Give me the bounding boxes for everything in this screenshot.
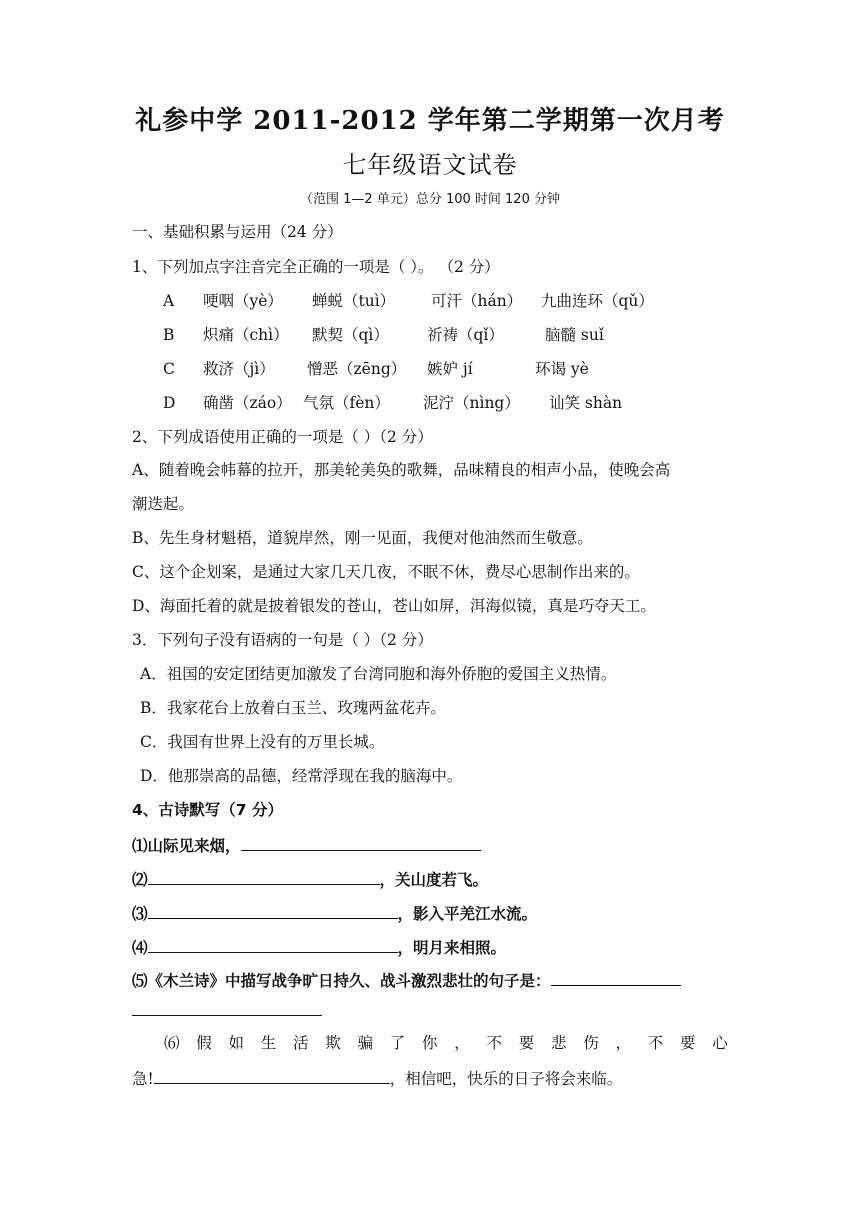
- answer-blank[interactable]: [148, 868, 380, 885]
- answer-blank[interactable]: [148, 902, 398, 919]
- option-word: 可汗（hán）: [431, 292, 523, 310]
- question-2-option-c: C、这个企划案，是通过大家几天几夜，不眠不休，费尽心思制作出来的。: [132, 563, 640, 581]
- question-3-option-d: D．他那崇高的品德，经常浮现在我的脑海中。: [140, 767, 463, 785]
- option-word: 讪笑 shàn: [549, 394, 623, 412]
- poem-line-text: ⑴山际见来烟，: [132, 837, 241, 855]
- question-2-option-d: D、海面托着的就是披着银发的苍山，苍山如屏，洱海似镜，真是巧夺天工。: [132, 597, 656, 615]
- poem-char: 要: [680, 1034, 696, 1052]
- poem-char: 心: [712, 1034, 728, 1052]
- poem-line-text: ，相信吧，快乐的日子将会来临。: [389, 1070, 623, 1088]
- question-2-option-a: A、随着晚会帏幕的拉开，那美轮美奂的歌舞，品味精良的相声小品，使晚会高: [132, 461, 671, 479]
- poem-char: 如: [228, 1034, 245, 1052]
- option-word: 默契（qì）: [312, 326, 389, 344]
- poem-line-text: ⑸《木兰诗》中描写战争旷日持久、战斗激烈悲壮的句子是：: [132, 972, 551, 990]
- question-2-option-b: B、先生身材魁梧，道貌岸然，刚一见面，我便对他油然而生敬意。: [132, 529, 593, 547]
- option-word: 嫉妒 jí: [427, 360, 473, 378]
- poem-char: 活: [293, 1034, 309, 1052]
- option-word: 气氛（fèn）: [303, 394, 390, 412]
- poem-line-text: ，影入平羌江水流。: [397, 905, 538, 923]
- option-word: 憎恶（zēng）: [307, 360, 407, 378]
- option-letter: C: [163, 360, 175, 378]
- answer-blank[interactable]: [154, 1067, 390, 1084]
- poem-line-text: 急!: [132, 1070, 154, 1088]
- option-word: 九曲连环（qǔ）: [541, 292, 654, 310]
- option-letter: B: [163, 326, 175, 344]
- poem-line-3: [132, 902, 537, 924]
- question-3-option-c: C．我国有世界上没有的万里长城。: [140, 733, 385, 751]
- question-3-option-a: A．祖国的安定团结更加激发了台湾同胞和海外侨胞的爱国主义热情。: [140, 665, 617, 683]
- poem-char: 伤: [583, 1034, 599, 1052]
- poem-line-number: ⑶: [132, 905, 148, 923]
- option-word: 确凿（záo）: [203, 394, 292, 412]
- option-word: 救济（jì）: [203, 360, 275, 378]
- answer-blank[interactable]: [148, 936, 398, 953]
- poem-line-text: ，明月来相照。: [397, 939, 507, 957]
- poem-char: ⑹: [164, 1034, 180, 1052]
- poem-line-5: [132, 969, 681, 991]
- poem-char: 不: [647, 1034, 664, 1052]
- option-word: 环谒 yè: [535, 360, 589, 378]
- question-3-stem: 3．下列句子没有语病的一句是（ ）（2 分）: [132, 631, 433, 649]
- option-letter: D: [163, 394, 176, 412]
- poem-line-2: [132, 868, 488, 890]
- poem-line-4: [132, 936, 506, 958]
- section-heading: 一、基础积累与运用（24 分）: [132, 223, 343, 241]
- answer-blank[interactable]: [241, 834, 481, 851]
- question-4-heading: 4、古诗默写（7 分）: [132, 801, 283, 819]
- option-word: 炽痛（chì）: [203, 326, 289, 344]
- question-2-stem: 2、下列成语使用正确的一项是（ ）（2 分）: [132, 428, 433, 446]
- question-2-option-a-cont: 潮迭起。: [132, 495, 195, 513]
- option-word: 蝉蜕（tuì）: [312, 292, 396, 310]
- option-word: 脑髓 suǐ: [545, 326, 604, 344]
- poem-char: 欺: [325, 1034, 341, 1052]
- poem-char: 不: [486, 1034, 503, 1052]
- answer-blank-continued[interactable]: [132, 1015, 322, 1016]
- option-word: 哽咽（yè）: [203, 292, 283, 310]
- poem-char: 要: [518, 1034, 535, 1052]
- poem-char: 悲: [551, 1034, 567, 1052]
- poem-char: 你: [422, 1034, 438, 1052]
- answer-blank[interactable]: [551, 969, 681, 986]
- poem-line-6: [132, 1033, 728, 1053]
- option-word: 祈祷（qǐ）: [427, 326, 504, 344]
- option-letter: A: [163, 292, 175, 310]
- question-3-option-b: B．我家花台上放着白玉兰、玫瑰两盆花卉。: [140, 699, 446, 717]
- poem-line-number: ⑵: [132, 871, 148, 889]
- poem-line-text: ，关山度若飞。: [379, 871, 489, 889]
- poem-char: 假: [196, 1034, 212, 1052]
- poem-char: 生: [260, 1034, 277, 1052]
- exam-info: （范围 1—2 单元）总分 100 时间 120 分钟: [300, 192, 560, 207]
- poem-line-number: ⑷: [132, 939, 148, 957]
- poem-line-1: [132, 834, 481, 856]
- question-1-stem: 1、下列加点字注音完全正确的一项是（ ）。 （2 分）: [132, 258, 500, 276]
- poem-char: 骗: [357, 1034, 374, 1052]
- option-word: 泥泞（nìng）: [423, 394, 520, 412]
- poem-char: ，: [454, 1034, 470, 1052]
- poem-char: ，: [615, 1034, 632, 1052]
- exam-title: 礼参中学 2011-2012 学年第二学期第一次月考: [135, 106, 725, 136]
- poem-char: 了: [389, 1034, 406, 1052]
- exam-subtitle: 七年级语文试卷: [342, 151, 518, 179]
- poem-line-6-cont: [132, 1067, 622, 1089]
